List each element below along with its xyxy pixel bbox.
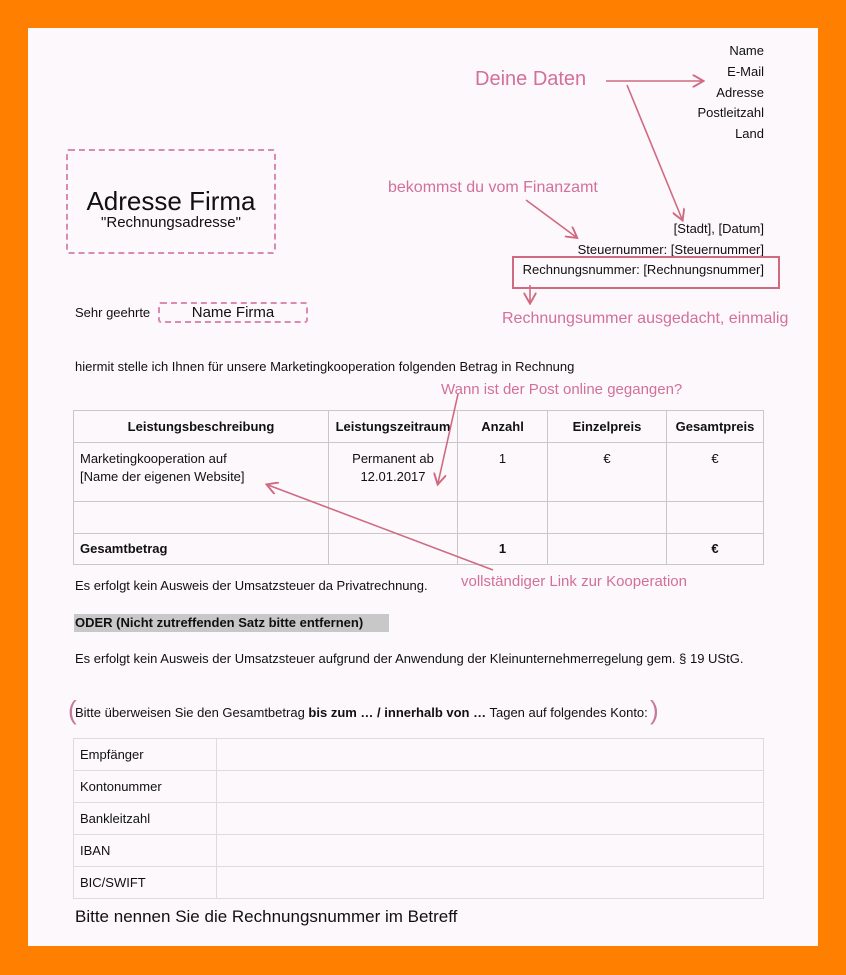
- vat-private-text: Es erfolgt kein Ausweis der Umsatzsteuer da Privatrechnung.: [75, 578, 428, 593]
- annotation-deine-daten: Deine Daten: [475, 68, 587, 90]
- total-label: Gesamtbetrag: [74, 534, 329, 565]
- payment-text-bold: bis zum … / innerhalb von …: [308, 705, 487, 720]
- bank-label-recipient: Empfänger: [74, 739, 217, 771]
- bank-label-blz: Bankleitzahl: [74, 803, 217, 835]
- annotation-link: vollständiger Link zur Kooperation: [461, 573, 687, 590]
- bank-label-iban: IBAN: [74, 835, 217, 867]
- item-quantity: 1: [458, 443, 548, 502]
- footer-note: Bitte nennen Sie die Rechnungsnummer im Betreff: [75, 907, 458, 926]
- arrow-post-online: [438, 394, 458, 483]
- item-period-line2: 12.01.2017: [360, 469, 426, 484]
- total-amount: €: [667, 534, 764, 565]
- salutation-prefix: Sehr geehrte: [75, 305, 151, 320]
- paren-left-icon: (: [68, 695, 77, 725]
- annotation-rechnungsnummer: Rechnungsummer ausgedacht, einmalig: [502, 310, 789, 327]
- header-unit-price: Einzelpreis: [548, 411, 667, 443]
- salutation-name-box: Name Firma: [158, 302, 308, 323]
- bank-label-account: Kontonummer: [74, 771, 217, 803]
- payment-text-part2: Tagen auf folgendes Konto:: [486, 705, 648, 720]
- intro-text: hiermit stelle ich Ihnen für unsere Marketingkooperation folgenden Betrag in Rechnung: [75, 359, 575, 374]
- sender-address: Adresse: [716, 84, 764, 100]
- bank-label-bic: BIC/SWIFT: [74, 867, 217, 899]
- item-description-line2: [Name der eigenen Website]: [80, 469, 245, 484]
- vat-small-business-text: Es erfolgt kein Ausweis der Umsatzsteuer aufgrund der Anwendung der Kleinunternehmerregelung gem. § 19 UStG.: [75, 651, 744, 666]
- item-description-line1: Marketingkooperation auf: [80, 451, 227, 466]
- city-date: [Stadt], [Datum]: [673, 221, 764, 236]
- recipient-title: Adresse Firma: [86, 186, 256, 216]
- arrow-deine-daten-down: [627, 85, 682, 219]
- sender-zip: Postleitzahl: [697, 105, 764, 121]
- payment-text-part1: Bitte überweisen Sie den Gesamtbetrag: [75, 705, 309, 720]
- recipient-subtitle: "Rechnungsadresse": [101, 214, 241, 231]
- total-quantity: 1: [458, 534, 548, 565]
- annotation-finanzamt: bekommst du vom Finanzamt: [388, 179, 598, 196]
- invoice-number: Rechnungsnummer: [Rechnungsnummer]: [522, 262, 764, 277]
- header-quantity: Anzahl: [458, 411, 548, 443]
- tax-number: Steuernummer: [Steuernummer]: [577, 242, 764, 257]
- sender-email: E-Mail: [727, 63, 764, 79]
- header-description: Leistungsbeschreibung: [74, 411, 329, 443]
- arrow-link: [268, 485, 493, 570]
- item-unit-price: €: [548, 443, 667, 502]
- header-total-price: Gesamtpreis: [667, 411, 764, 443]
- item-period-line1: Permanent ab: [352, 451, 434, 466]
- sender-country: Land: [735, 126, 764, 142]
- invoice-page: [28, 28, 818, 946]
- annotation-arrows: [28, 28, 818, 946]
- item-total-price: €: [667, 443, 764, 502]
- arrow-finanzamt: [526, 200, 576, 237]
- or-note-highlight: ODER (Nicht zutreffenden Satz bitte entfernen): [74, 614, 389, 632]
- annotation-post-online: Wann ist der Post online gegangen?: [441, 381, 683, 398]
- sender-name: Name: [729, 43, 764, 58]
- header-period: Leistungszeitraum: [329, 411, 458, 443]
- paren-right-icon: ): [650, 695, 659, 725]
